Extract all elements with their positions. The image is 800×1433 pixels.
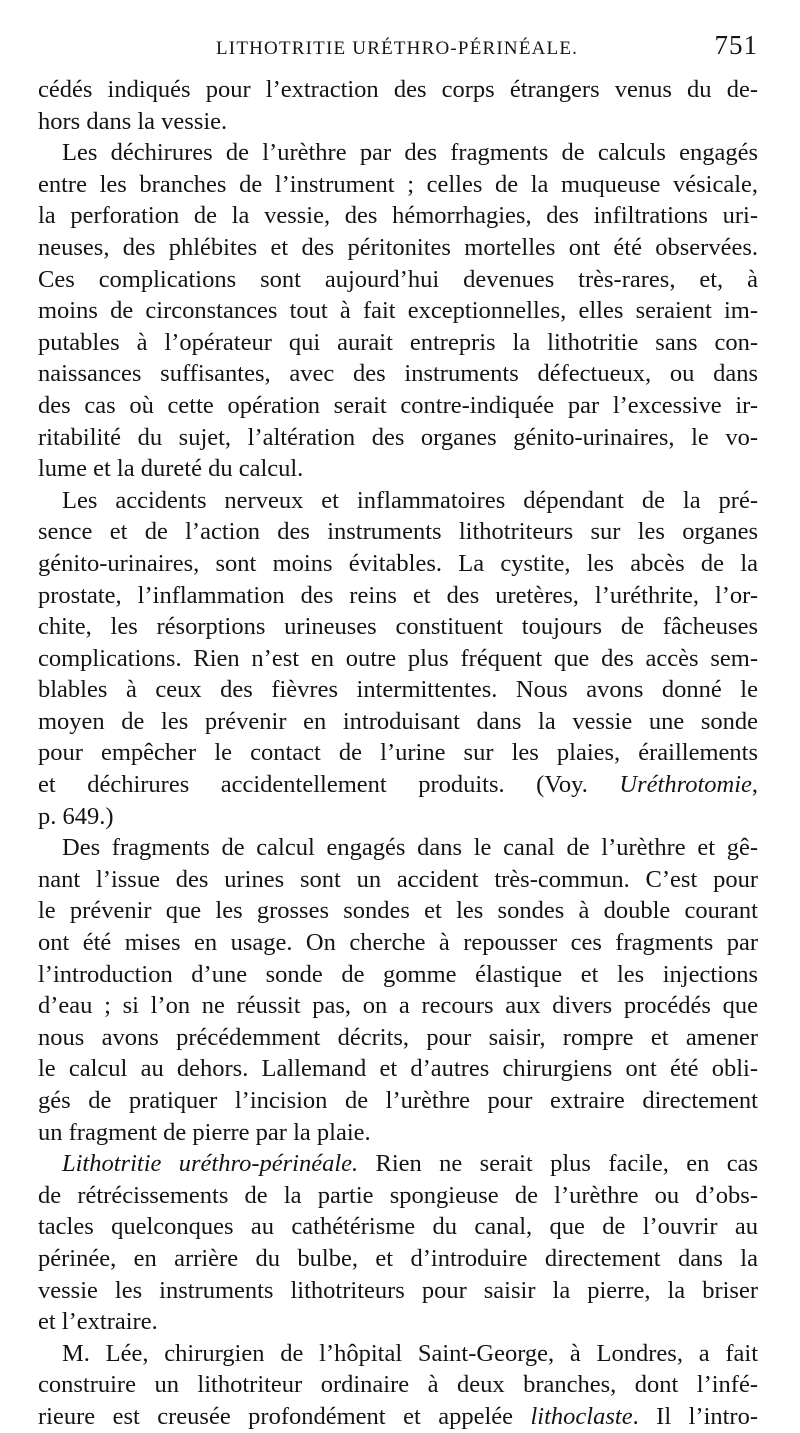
text-line [38,453,758,485]
line-text: moins de circonstances tout à fait exceptionnelles, elles seraient im- [38,297,758,325]
text-line [38,927,758,959]
text-line [38,1338,758,1370]
line-text: périnée, en arrière du bulbe, et d’introduire directement dans la [38,1244,758,1272]
text-line [38,643,758,675]
text-line [38,232,758,264]
text-line [38,769,758,801]
line-text: l’introduction d’une sonde de gomme élastique et les injections [38,960,758,988]
line-text: gés de pratiquer l’incision de l’urèthre pour extraire directement [38,1087,758,1114]
line-text: putables à l’opérateur qui aurait entrepris la lithotritie sans con- [38,328,758,356]
text-line [38,422,758,454]
text-line [38,737,758,769]
text-line [38,1401,758,1433]
text-line [38,674,758,706]
text-line [38,1053,758,1085]
line-text: d’eau ; si l’on ne réussit pas, on a recours aux divers procédés que [38,992,758,1020]
line-text: génito-urinaires, sont moins évitables. La cystite, les abcès de la [38,549,758,577]
italic-term: Uréthrotomie [619,771,752,799]
text-line [38,106,758,138]
line-text: complications. Rien n’est en outre plus fréquent que des accès sem- [38,644,758,672]
line-text: tacles quelconques au cathétérisme du canal, que de l’ouvrir au [38,1213,758,1241]
text-line [38,832,758,864]
line-text: M. Lée, chirurgien de l’hôpital Saint-George, à Londres, a fait [62,1339,758,1367]
text-line [38,990,758,1022]
line-text: de rétrécissements de la partie spongieuse de l’urèthre ou d’obs- [38,1181,758,1209]
text-line [38,1243,758,1275]
text-line [38,1180,758,1212]
text-line [38,264,758,296]
line-text: nous avons précédemment décrits, pour saisir, rompre et amener [38,1023,758,1051]
line-text: rieure est creusée profondément et appelée [38,1402,514,1430]
line-text: et l’extraire. [38,1308,158,1336]
line-tail: , [751,771,758,799]
text-line [38,1085,758,1117]
line-text: construire un lithotriteur ordinaire à deux branches, dont l’infé- [38,1371,758,1399]
line-text: des cas où cette opération serait contre-indiquée par l’excessive ir- [38,391,758,419]
text-line [38,327,758,359]
text-line [38,74,758,106]
line-text: sence et de l’action des instruments lithotriteurs sur les organes [38,518,758,546]
text-line [38,1117,758,1149]
page-number: 751 [714,30,758,60]
line-text: vessie les instruments lithotriteurs pour saisir la pierre, la briser [38,1276,758,1304]
line-text: hors dans la vessie. [38,107,228,135]
text-line [38,137,758,169]
line-text: le calcul au dehors. Lallemand et d’autres chirurgiens ont été obli- [38,1055,758,1083]
text-line [38,390,758,422]
line-text: moyen de les prévenir en introduisant dans la vessie une sonde [38,707,758,735]
italic-term: lithoclaste [530,1402,633,1430]
line-tail: . Il l’intro- [632,1402,758,1430]
text-line [38,611,758,643]
text-line [38,801,758,833]
line-text: Les accidents nerveux et inflammatoires dépendant de la pré- [62,486,758,514]
line-text: la perforation de la vessie, des hémorrhagies, des infiltrations uri- [38,202,758,230]
line-text: p. 649.) [38,802,114,830]
text-line [38,1211,758,1243]
line-text: et déchirures accidentellement produits. (Voy. [38,771,588,799]
text-line [38,706,758,738]
text-line [38,200,758,232]
text-line [38,169,758,201]
line-text: chite, les résorptions urineuses constituent toujours de fâcheuses [38,613,758,641]
line-text: cédés indiqués pour l’extraction des corps étrangers venus du de- [38,76,758,103]
text-line [38,1306,758,1338]
line-text: Ces complications sont aujourd’hui devenues très-rares, et, à [38,265,758,293]
text-line [38,895,758,927]
line-text: Des fragments de calcul engagés dans le canal de l’urèthre et gê- [62,834,758,862]
line-text: pour empêcher le contact de l’urine sur les plaies, éraillements [38,739,758,767]
running-title: LITHOTRITIE URÉTHRO-PÉRINÉALE. [216,38,579,59]
text-line [38,959,758,991]
line-text: blables à ceux des fièvres intermittentes. Nous avons donné le [38,676,758,704]
body-text [38,74,758,1433]
line-text: prostate, l’inflammation des reins et des uretères, l’uréthrite, l’or- [38,581,758,609]
line-text: naissances suffisantes, avec des instruments défectueux, ou dans [38,360,758,388]
text-line [38,358,758,390]
text-line [38,1369,758,1401]
line-text: entre les branches de l’instrument ; celles de la muqueuse vésicale, [38,170,758,198]
line-text: un fragment de pierre par la plaie. [38,1118,371,1146]
line-text: ritabilité du sujet, l’altération des organes génito-urinaires, le vo- [38,423,758,451]
line-text: Rien ne serait plus facile, en cas [375,1150,758,1178]
text-line [38,295,758,327]
italic-heading: Lithotritie uréthro-périnéale. [62,1150,359,1178]
text-line [38,1275,758,1307]
text-line [38,1022,758,1054]
line-text: ont été mises en usage. On cherche à repousser ces fragments par [38,929,758,957]
running-header [38,30,758,74]
line-text: neuses, des phlébites et des péritonites mortelles ont été observées. [38,233,758,261]
line-text: le prévenir que les grosses sondes et les sondes à double courant [38,897,758,925]
text-line [38,1148,758,1180]
text-line [38,548,758,580]
line-text: nant l’issue des urines sont un accident très-commun. C’est pour [38,865,758,893]
text-line [38,864,758,896]
text-line [38,516,758,548]
text-line [38,485,758,517]
text-line [38,580,758,612]
line-text: Les déchirures de l’urèthre par des fragments de calculs engagés [62,139,758,167]
line-text: lume et la dureté du calcul. [38,455,304,483]
